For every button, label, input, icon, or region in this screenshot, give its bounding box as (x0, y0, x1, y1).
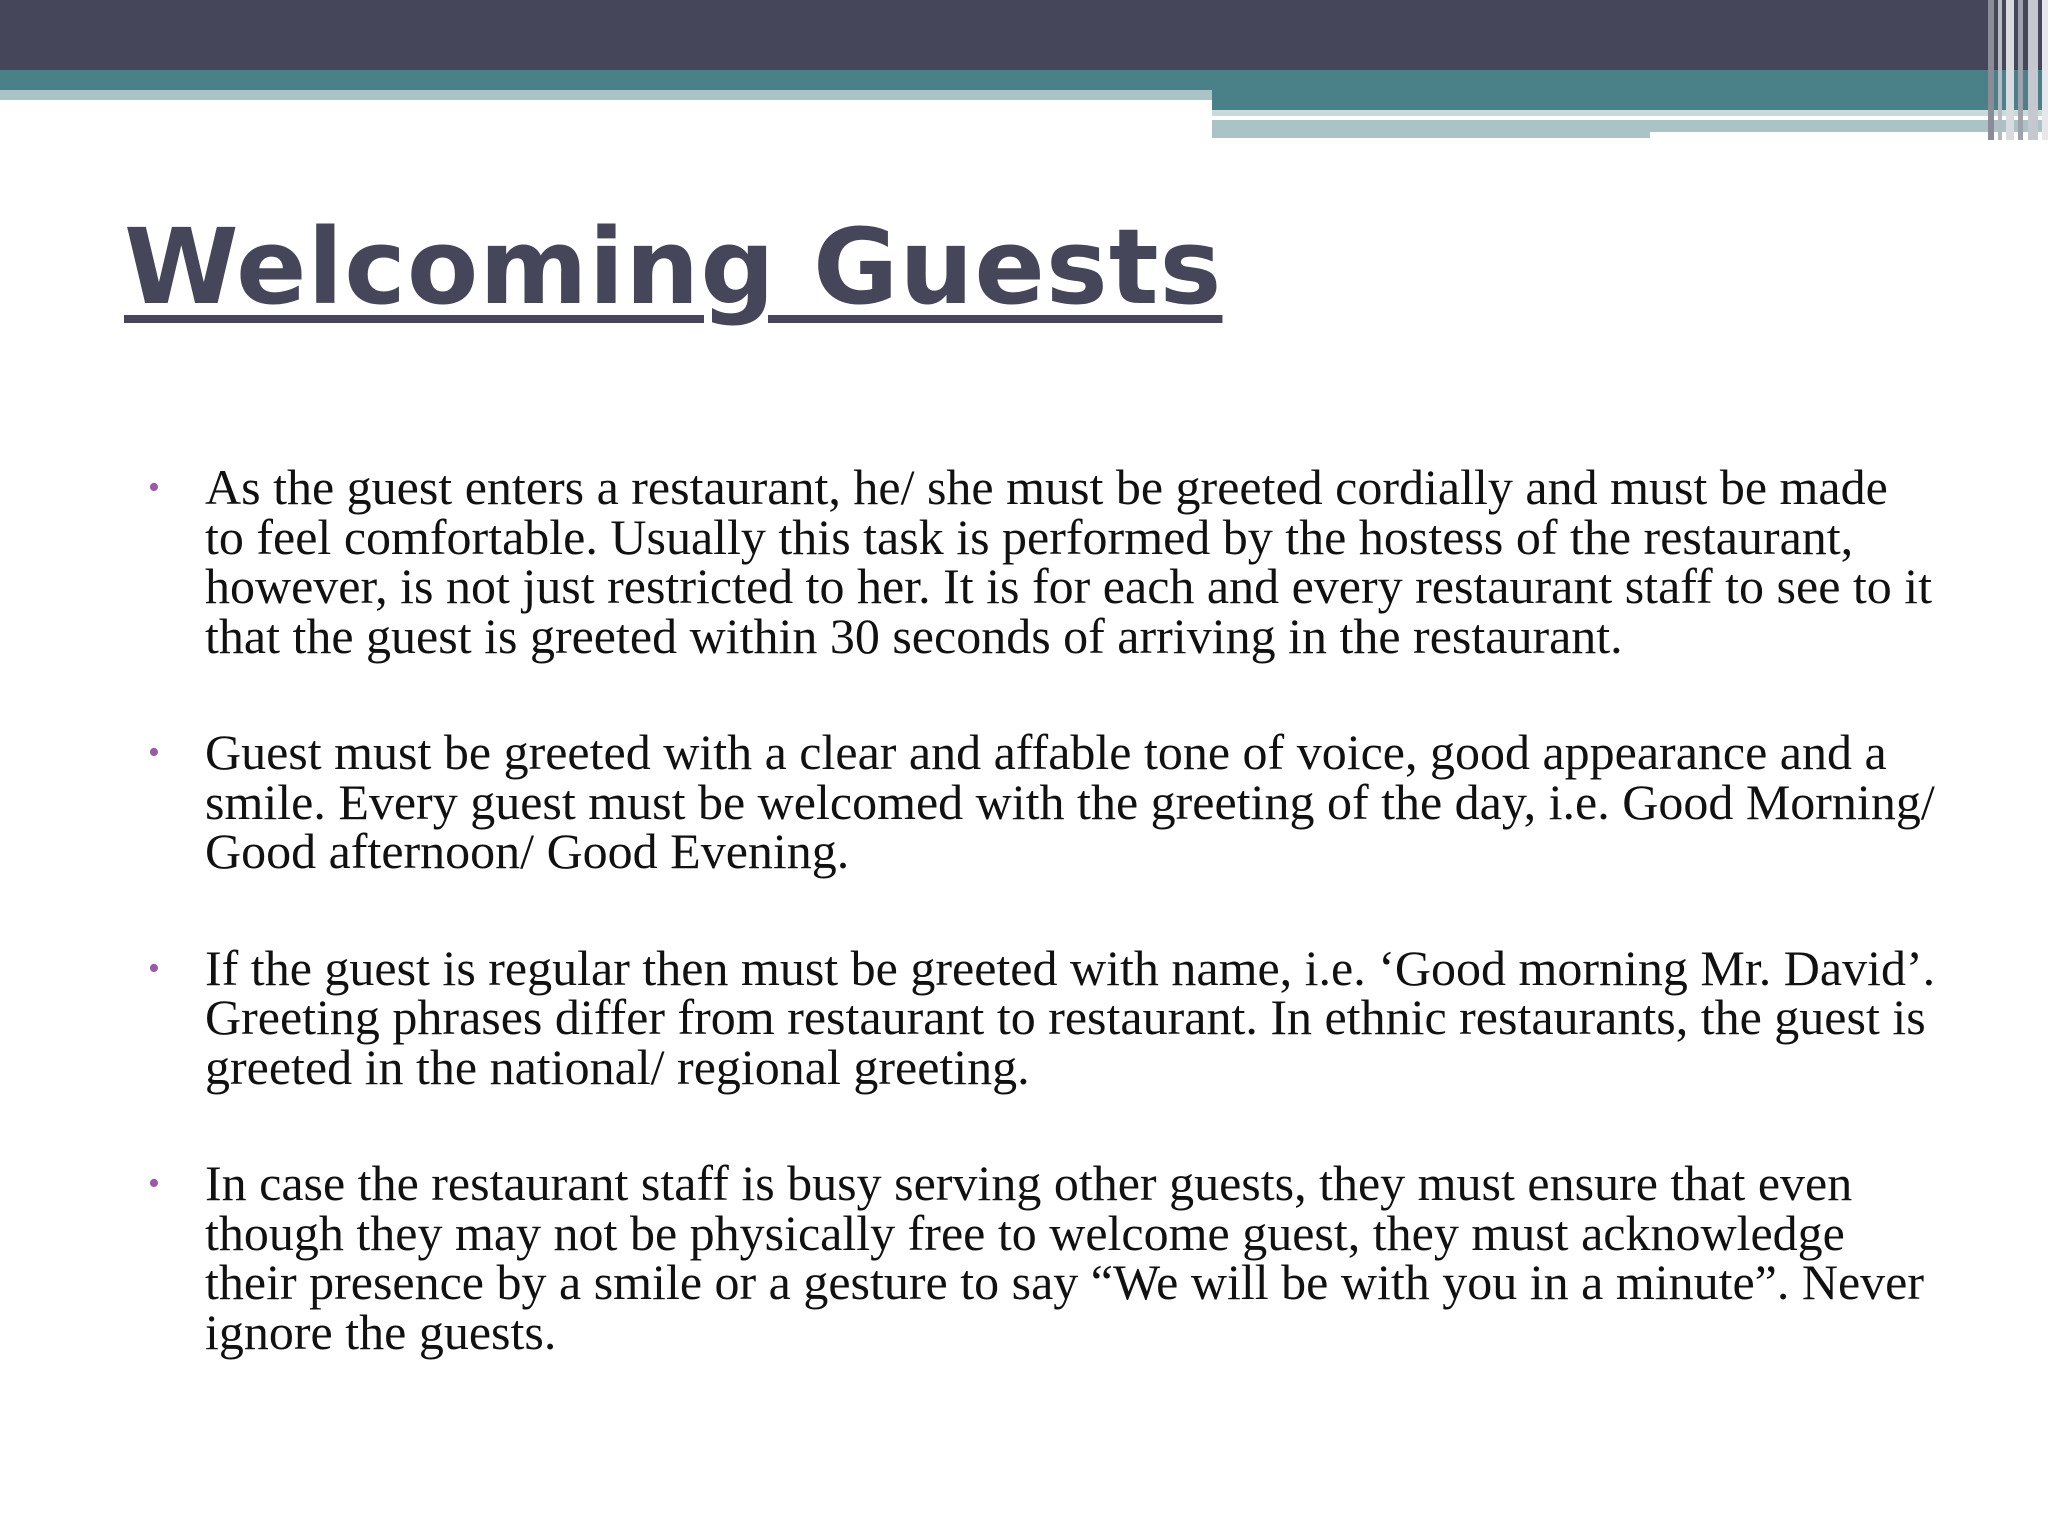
bullet-list (148, 459, 1938, 1424)
bullet-text: In case the restaurant staff is busy serving other guests, they must ensure that even though they may not be physically free to welcome guest, they must acknowledge their presence by a smile or a gesture to say “We will be with you in a minute”. Never ignore the guests. (205, 1155, 1925, 1360)
header-stripe (1212, 120, 1650, 138)
bullet-marker-icon: • (148, 734, 160, 771)
header-band-dark (0, 0, 2048, 70)
list-item (148, 939, 1938, 1095)
bullet-marker-icon: • (148, 1165, 160, 1202)
list-item (148, 459, 1938, 664)
slide-title: Welcoming Guests (124, 206, 1223, 328)
bullet-text: Guest must be greeted with a clear and affable tone of voice, good appearance and a smile. Every guest must be welcomed with the greeting of the day, i.e. Good Morning/ Good afternoon/ Good Evening. (205, 724, 1935, 879)
bullet-marker-icon: • (148, 469, 160, 506)
vertical-bar (1998, 0, 2002, 140)
vertical-bar (2042, 0, 2048, 140)
header-band-light-left (0, 90, 1212, 100)
vertical-bar (2006, 0, 2014, 140)
bullet-text: As the guest enters a restaurant, he/ she must be greeted cordially and must be made to feel comfortable. Usually this task is performed by the hostess of the restaurant, however, is not just restricted to her. It is for each and every restaurant staff to see to it that the guest is greeted within 30 seconds of arriving in the restaurant. (205, 459, 1933, 664)
list-item (148, 1155, 1938, 1360)
bullet-text: If the guest is regular then must be greeted with name, i.e. ‘Good morning Mr. David’. Greeting phrases differ from restaurant to restaurant. In ethnic restaurants, the guest is greeted in the national/ regional greeting. (205, 939, 1936, 1095)
vertical-bar (1988, 0, 1994, 140)
header-vertical-bars (1988, 0, 2048, 140)
header-band-right-block (1212, 90, 2048, 110)
vertical-bar (2018, 0, 2023, 140)
list-item (148, 724, 1938, 879)
bullet-marker-icon: • (148, 949, 160, 987)
vertical-bar (2028, 0, 2038, 140)
header-band-teal (0, 70, 2048, 90)
